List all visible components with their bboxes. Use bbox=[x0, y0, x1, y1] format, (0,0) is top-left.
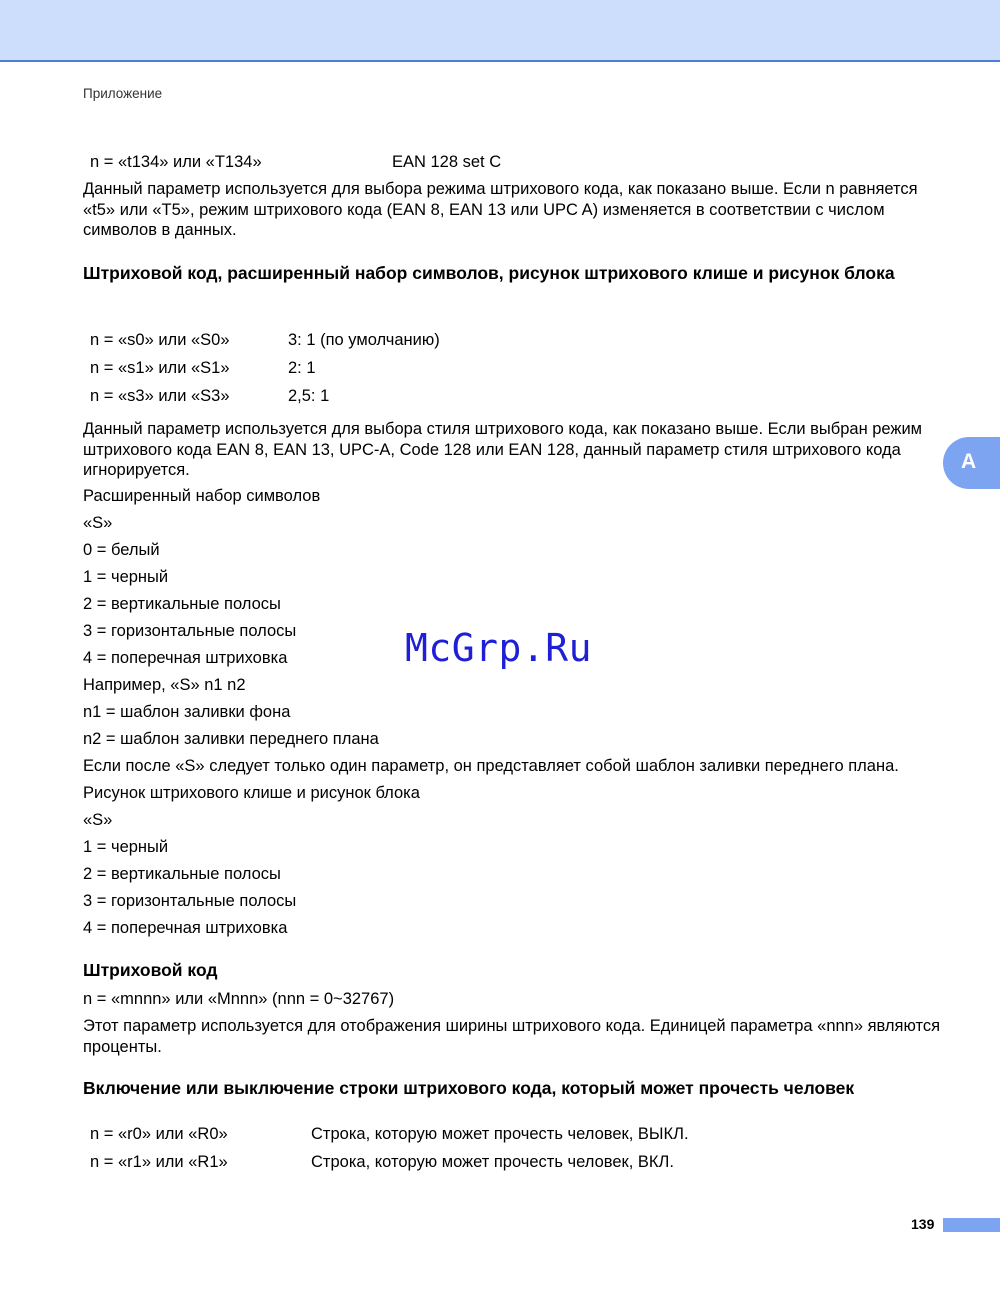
value-s1: 2: 1 bbox=[288, 359, 316, 377]
value-s0: 3: 1 (по умолчанию) bbox=[288, 331, 440, 349]
page-number-bar bbox=[943, 1218, 1000, 1232]
heading-extended-charset: Штриховой код, расширенный набор символов, рисунок штрихового клише и рисунок блока bbox=[83, 263, 895, 283]
appendix-tab bbox=[943, 437, 1000, 489]
line-n1: n1 = шаблон заливки фона bbox=[83, 703, 291, 721]
section-title: Приложение bbox=[83, 86, 163, 101]
paragraph-barcode-style: Данный параметр используется для выбора стиля штрихового кода, как показано выше. Если выбран режим штрихового кода EAN 8, EAN 13, UPC-A, Code 128 или EAN 128, данный параметр стиля штрихового кода игнорируется. bbox=[83, 420, 923, 479]
param-s3: n = «s3» или «S3» bbox=[90, 387, 230, 405]
paragraph-barcode-mode: Данный параметр используется для выбора режима штрихового кода, как показано выше. Если n равняется «t5» или «T5», режим штрихового кода (EAN 8, EAN 13 или UPC A) изменяется в соответствии с числом символов в данных. bbox=[83, 180, 918, 239]
param-r1: n = «r1» или «R1» bbox=[90, 1153, 228, 1171]
line-horizontal-2: 3 = горизонтальные полосы bbox=[83, 892, 297, 910]
line-horizontal: 3 = горизонтальные полосы bbox=[83, 622, 297, 640]
line-example: Например, «S» n1 n2 bbox=[83, 676, 246, 694]
line-extended-charset: Расширенный набор символов bbox=[83, 487, 321, 505]
param-t134: n = «t134» или «T134» bbox=[90, 153, 262, 171]
line-vertical: 2 = вертикальные полосы bbox=[83, 595, 281, 613]
line-single-param: Если после «S» следует только один параметр, он представляет собой шаблон заливки переднего плана. bbox=[83, 757, 899, 775]
watermark: McGrp.Ru bbox=[405, 626, 593, 670]
line-white: 0 = белый bbox=[83, 541, 160, 559]
value-s3: 2,5: 1 bbox=[288, 387, 330, 405]
line-pattern-title: Рисунок штрихового клише и рисунок блока bbox=[83, 784, 420, 802]
line-black-2: 1 = черный bbox=[83, 838, 169, 856]
appendix-tab-label: A bbox=[961, 450, 977, 473]
line-vertical-2: 2 = вертикальные полосы bbox=[83, 865, 281, 883]
value-r0: Строка, которую может прочесть человек, ВЫКЛ. bbox=[311, 1125, 689, 1143]
line-cross: 4 = поперечная штриховка bbox=[83, 649, 288, 667]
param-s0: n = «s0» или «S0» bbox=[90, 331, 230, 349]
header-band bbox=[0, 0, 1000, 60]
line-n2: n2 = шаблон заливки переднего плана bbox=[83, 730, 379, 748]
value-r1: Строка, которую может прочесть человек, ВКЛ. bbox=[311, 1153, 674, 1171]
line-black: 1 = черный bbox=[83, 568, 169, 586]
line-s-code-2: «S» bbox=[83, 811, 113, 829]
heading-barcode-width: Штриховой код bbox=[83, 960, 218, 980]
paragraph-barcode-width: Этот параметр используется для отображения ширины штрихового кода. Единицей параметра «nnn» являются проценты. bbox=[83, 1017, 941, 1056]
heading-human-readable: Включение или выключение строки штрихового кода, который может прочесть человек bbox=[83, 1078, 855, 1098]
line-cross-2: 4 = поперечная штриховка bbox=[83, 919, 288, 937]
param-s1: n = «s1» или «S1» bbox=[90, 359, 230, 377]
param-r0: n = «r0» или «R0» bbox=[90, 1125, 228, 1143]
line-s-code: «S» bbox=[83, 514, 113, 532]
value-t134: EAN 128 set C bbox=[392, 153, 502, 171]
header-rule bbox=[0, 60, 1000, 62]
page-number: 139 bbox=[911, 1216, 935, 1232]
line-mnnn: n = «mnnn» или «Mnnn» (nnn = 0~32767) bbox=[83, 990, 395, 1008]
